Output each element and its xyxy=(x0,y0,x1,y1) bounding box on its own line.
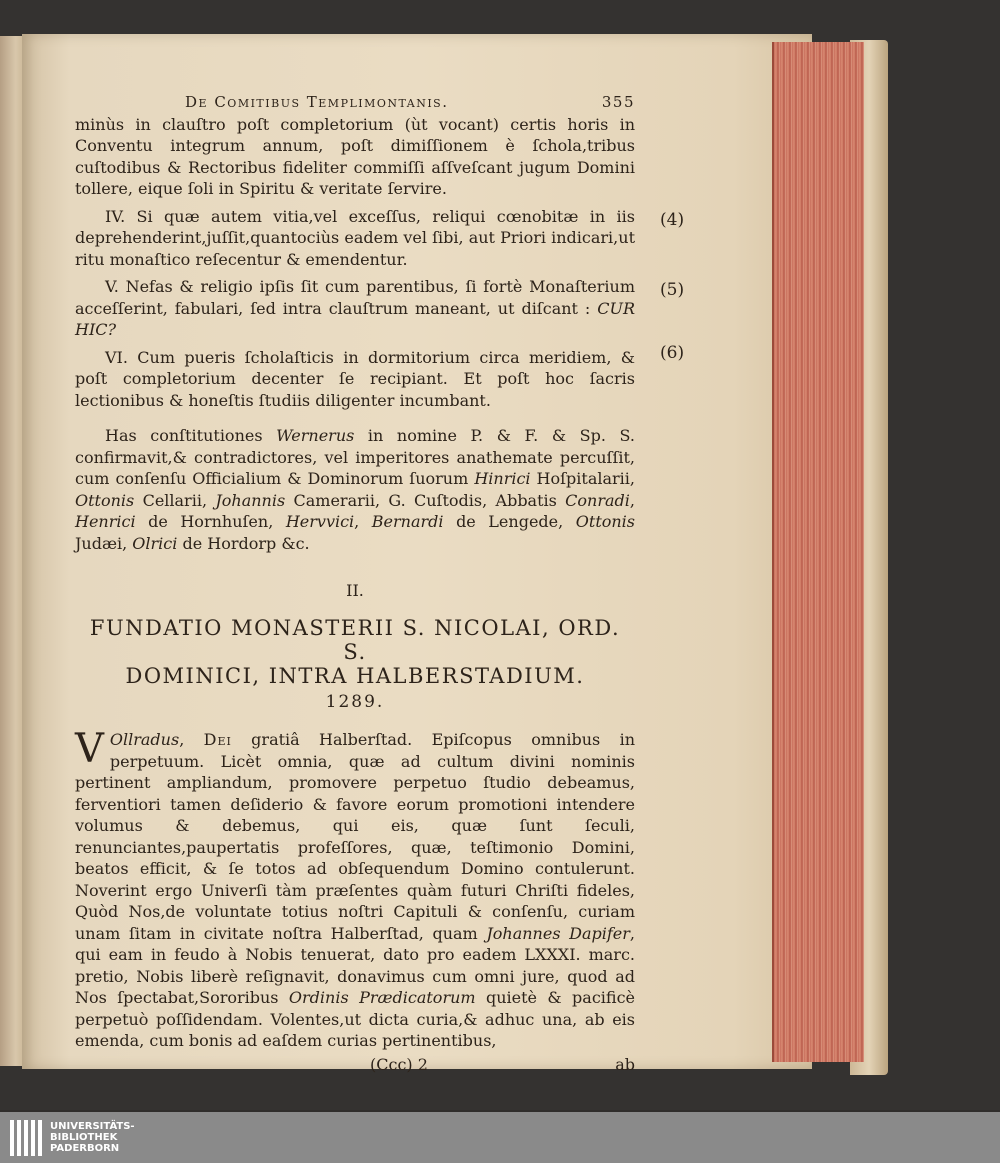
page-stack-red-edges xyxy=(772,42,864,1062)
name-vollradus: Ollradus xyxy=(109,730,180,749)
text-run: Camerarii, G. Cuſtodis, Abbatis xyxy=(285,490,566,510)
margin-note-5: (5) xyxy=(660,280,685,300)
library-logo-icon xyxy=(10,1120,42,1156)
charter-year: 1289. xyxy=(325,691,385,712)
name-johannes-dapifer: Johannes Dapifer xyxy=(486,923,630,943)
name-ottonis-judaei: Ottonis xyxy=(575,512,636,531)
drop-cap: V xyxy=(75,726,104,772)
text-run: de Lengede, xyxy=(443,512,576,531)
section-heading-line-1: FUNDATIO MONASTERII S. NICOLAI, ORD. S. xyxy=(89,615,621,664)
name-hervvici: Hervvici xyxy=(285,512,355,531)
name-ottonis: Ottonis xyxy=(75,490,135,510)
text-run: in nomine P. & F. & Sp. S. confirmavit,& contradictores, vel imperitores anathemate percuſſit, cum conſenſu Officialium & Dominorum ſuorum xyxy=(75,426,635,488)
name-johannis: Johannis xyxy=(215,490,286,510)
text-run: Hoſpitalarii, xyxy=(530,469,636,488)
paragraph-iv: IV. Si quæ autem vitia,vel exceſſus, reliqui cœnobitæ in iis deprehenderint,juſſit,quantociùs eadem vel ſibi, aut Priori indicari,ut ritu monaſtico reſecentur & emendentur. xyxy=(75,206,635,269)
paragraph-1: minùs in clauſtro poſt completorium (ùt vocant) certis horis in Conventu integrum annum, poſt dimiſſionem è ſchola,tribus cuſtodibus & Rectoribus fideliter commiſſi aſſveſcant jugum Domini tollere, eique ſoli in Spiritu & veritate ſervire. xyxy=(75,114,635,198)
name-wernerus: Wernerus xyxy=(276,426,355,445)
text-run: , xyxy=(629,490,635,510)
name-bernardi: Bernardi xyxy=(371,512,444,531)
paragraph-vi: VI. Cum pueris ſcholaſticis in dormitorium circa meridiem, & poſt completorium decenter ſe recipiant. Et poſt hoc ſacris lectionibus & honeſtis ſtudiis diligenter incumbant. xyxy=(75,347,635,410)
word-dei: Dei xyxy=(203,730,232,749)
logo-line-3: PADERBORN xyxy=(50,1143,120,1154)
margin-note-4: (4) xyxy=(660,210,685,230)
paragraph-v-cur-hic: CUR HIC? xyxy=(75,298,635,339)
text-run: quietè & pacificè perpetuò poſſidendam. Volentes,ut dicta curia,& adhuc una, ab eis emenda, cum bonis ad eaſdem curias pertinentibus, xyxy=(75,988,635,1050)
name-henrici: Henrici xyxy=(75,512,136,531)
name-hinrici: Hinrici xyxy=(474,469,531,488)
page-text xyxy=(75,92,635,1075)
page-number: 355 xyxy=(601,93,635,111)
running-head xyxy=(75,92,635,114)
library-logo-text xyxy=(50,1121,135,1154)
text-run: , qui eam in feudo à Nobis tenuerat, dato pro eadem LXXXI. marc. pretio, Nobis liberè reſignavit, donavimus cum omni jure, quod ad Nos ſpectabat,Sororibus xyxy=(75,923,636,1007)
name-olrici: Olrici xyxy=(132,533,178,553)
text-run: de Hornhuſen, xyxy=(135,512,286,531)
library-footer xyxy=(0,1112,1000,1163)
signature-mark: (Ccc) 2 xyxy=(370,1054,428,1074)
paragraph-v xyxy=(75,276,635,341)
catchword: ab xyxy=(615,1054,635,1074)
section-number: II. xyxy=(346,581,364,600)
margin-note-6: (6) xyxy=(660,343,685,363)
text-run: gratiâ Halberſtad. Epiſcopus omnibus in perpetuum. Licèt omnia, quæ ad cultum divini nominis pertinent ampliandum, promovere perpetuo ſtudio debeamus, ferventiori tamen deſiderio & favore eorum promotioni intendere volumus & debemus, qui eis, quæ ſunt ſeculi, renunciantes,paupertatis profeſſores, quæ, teſtimonio Domini, beatos efficit, & ſe totos ad obſequendum Domino contulerunt. Noverint ergo Univerſi tàm præſentes quàm futuri Chriſti fideles, Quòd Nos,de voluntate totius noſtri Capituli & conſenſu, curiam unam ſitam in civitate noſtra Halberſtad, quam xyxy=(75,730,635,943)
text-run: Cellarii, xyxy=(134,490,216,510)
name-ordinis-praedicatorum: Ordinis Prædicatorum xyxy=(288,988,476,1007)
text-run: , xyxy=(354,512,372,531)
name-conradi: Conradi xyxy=(565,490,630,510)
section-heading-line-2: DOMINICI, INTRA HALBERSTADIUM. xyxy=(125,663,585,688)
text-run: , xyxy=(179,730,204,749)
logo-line-1: UNIVERSITÄTS- xyxy=(50,1121,135,1132)
running-head-title: De Comitibus Templimontanis. xyxy=(185,93,449,111)
logo-line-2: BIBLIOTHEK xyxy=(50,1132,118,1143)
text-run: Judæi, xyxy=(75,533,133,553)
paragraph-constitutions xyxy=(75,425,635,554)
page-foot xyxy=(75,1054,635,1076)
text-run: de Hordorp &c. xyxy=(177,533,310,553)
charter-text xyxy=(75,726,636,1052)
paragraph-v-text: V. Nefas & religio ipſis ſit cum parentibus, ſi fortè Monaſterium acceſſerint, fabulari, ſed intra clauſtrum maneant, ut diſcant : xyxy=(75,277,635,318)
text-run: Has conſtitutiones xyxy=(105,426,277,445)
